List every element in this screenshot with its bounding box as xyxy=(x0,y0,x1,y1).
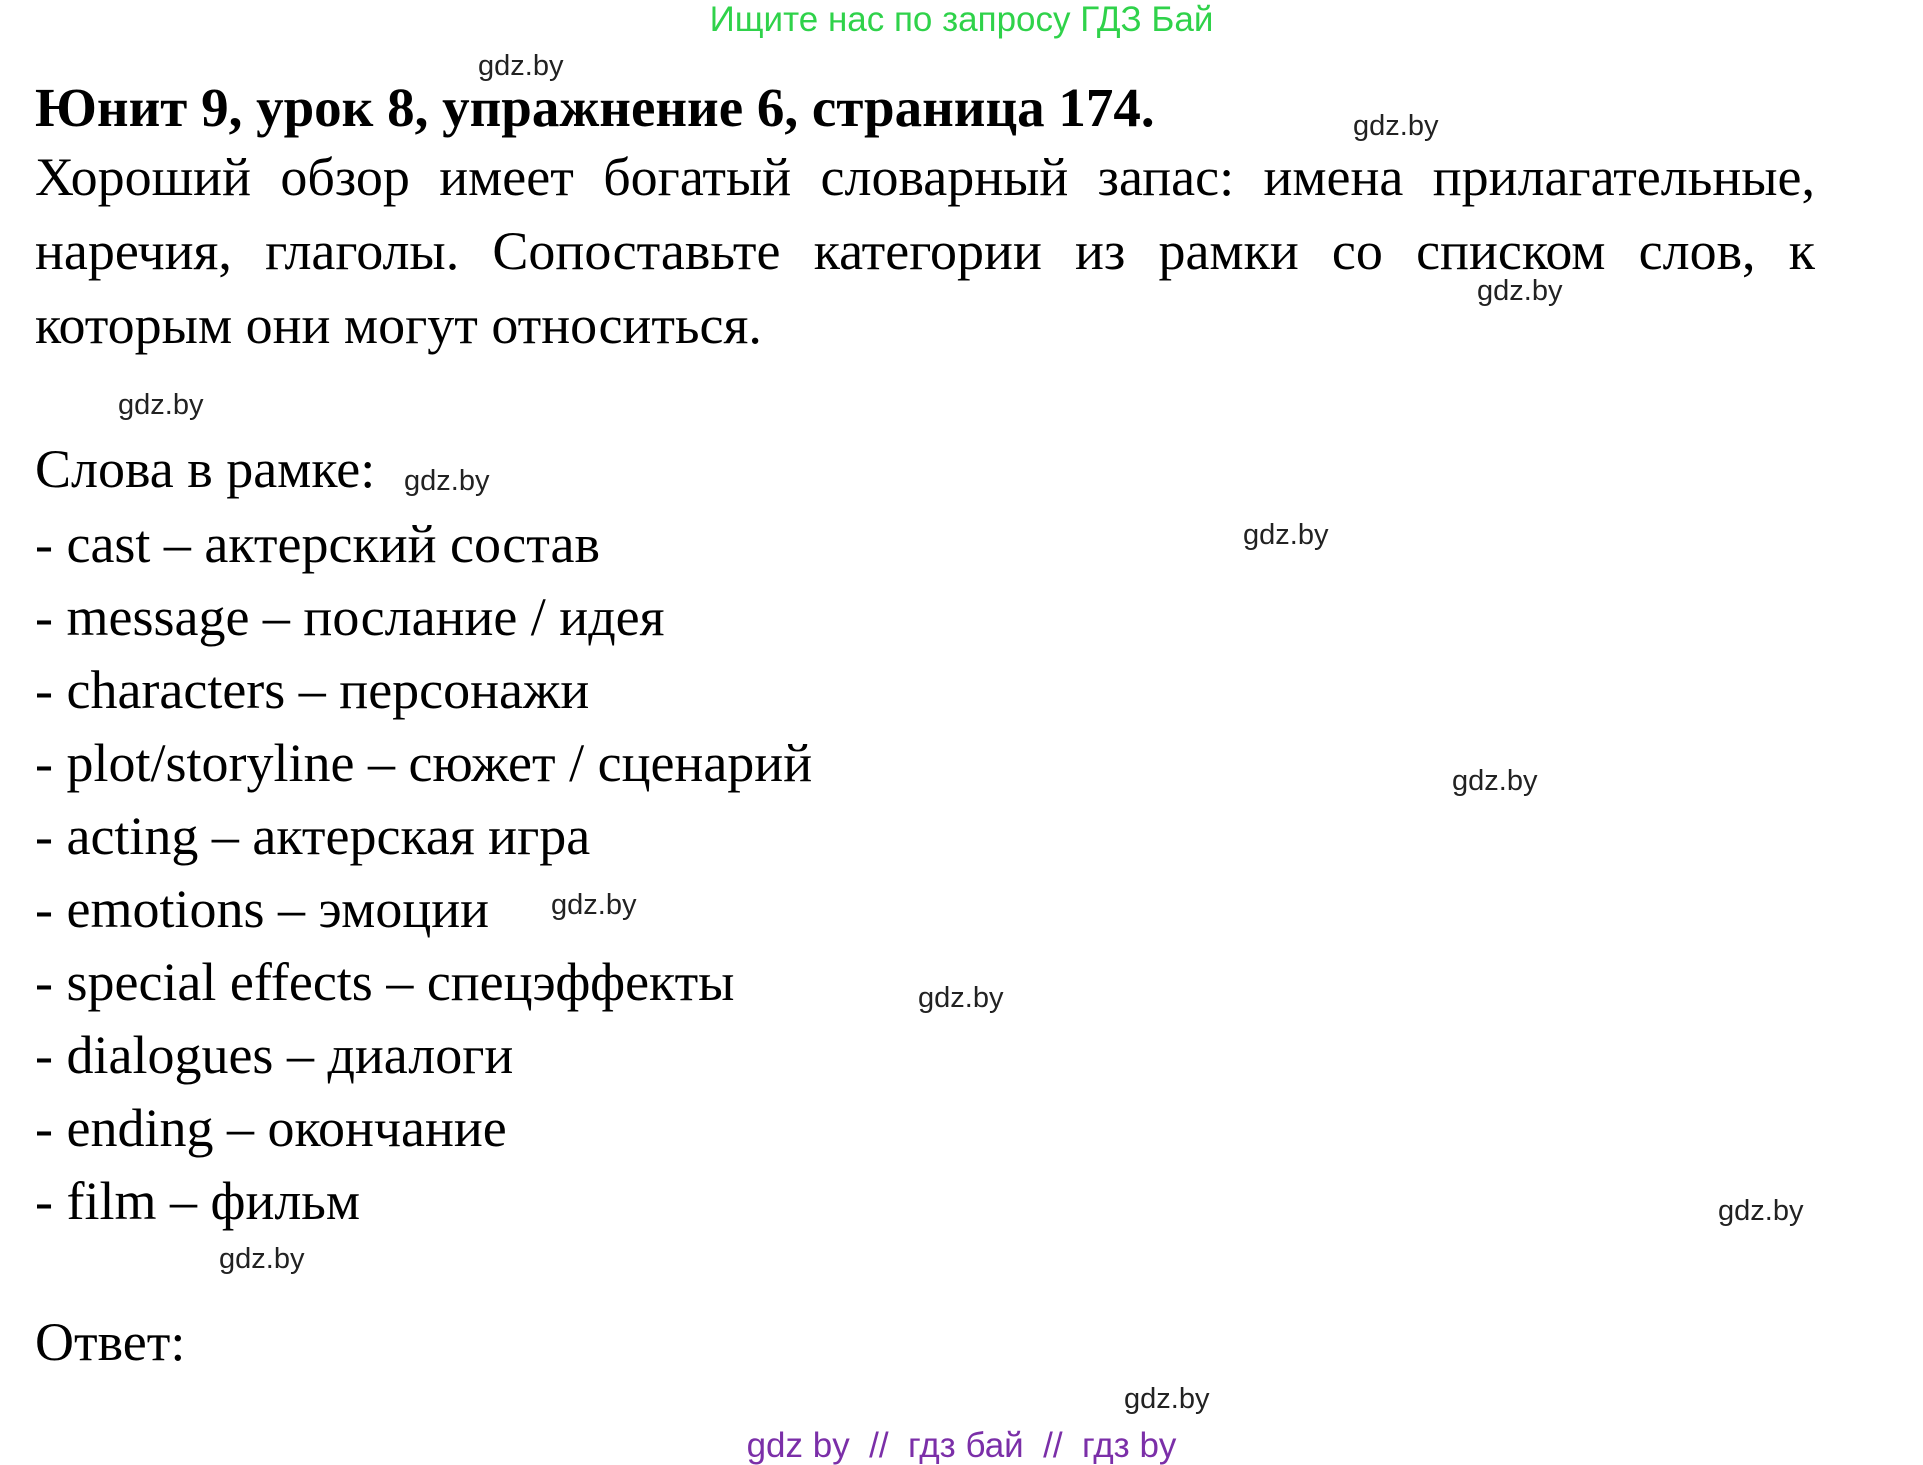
word-item: - plot/storyline – сюжет / сценарий xyxy=(35,733,813,793)
word-list xyxy=(35,508,812,1238)
watermark: gdz.by xyxy=(118,389,204,421)
watermark: gdz.by xyxy=(1718,1195,1804,1227)
watermark: gdz.by xyxy=(1477,275,1563,307)
box-label: Слова в рамке: xyxy=(35,439,376,499)
watermark: gdz.by xyxy=(478,50,564,82)
word-item: - special effects – спецэффекты xyxy=(35,952,735,1012)
watermark: gdz.by xyxy=(551,889,637,921)
word-item: - dialogues – диалоги xyxy=(35,1025,514,1085)
watermark: gdz.by xyxy=(1353,110,1439,142)
footer-links[interactable]: gdz by // гдз бай // гдз by xyxy=(746,1426,1177,1465)
word-item: - characters – персонажи xyxy=(35,660,590,720)
word-item: - message – послание / идея xyxy=(35,587,665,647)
word-item: - film – фильм xyxy=(35,1171,361,1231)
watermark: gdz.by xyxy=(219,1243,305,1275)
word-item: - ending – окончание xyxy=(35,1098,507,1158)
word-item: - emotions – эмоции xyxy=(35,879,490,939)
watermark: gdz.by xyxy=(1124,1383,1210,1415)
watermark: gdz.by xyxy=(918,982,1004,1014)
word-item: - acting – актерская игра xyxy=(35,806,591,866)
answer-label: Ответ: xyxy=(35,1312,186,1372)
watermark: gdz.by xyxy=(404,465,490,497)
word-item: - cast – актерский состав xyxy=(35,514,600,574)
watermark: gdz.by xyxy=(1452,765,1538,797)
top-banner[interactable]: Ищите нас по запросу ГДЗ Бай xyxy=(709,0,1214,39)
watermark: gdz.by xyxy=(1243,519,1329,551)
task-text: Хороший обзор имеет богатый словарный запас: имена прилагательные, наречия, глаголы. Сопоставьте категории из рамки со списком слов, к которым они могут относиться. xyxy=(35,147,1815,355)
exercise-title: Юнит 9, урок 8, упражнение 6, страница 174. xyxy=(35,77,1155,138)
